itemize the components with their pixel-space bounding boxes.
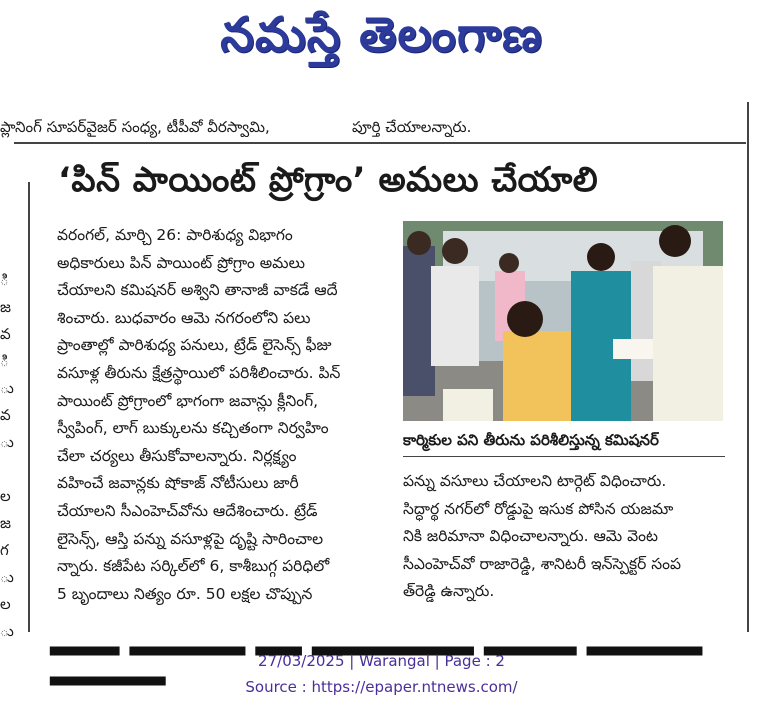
text-line: 5 బృందాలు నిత్యం రూ. 50 లక్షల చొప్పున — [57, 584, 313, 603]
partial-text-top-left: ప్లానింగ్ సూపర్‌వైజర్ సంధ్య, టీపీవో వీరస్వామి, — [0, 118, 270, 136]
text-line: పాయింట్ ప్రోగ్రాంలో భాగంగా జవాన్లు క్లీనింగ్, — [57, 391, 319, 410]
text-line: నికి జరిమానా విధించాలన్నారు. ఆమె వెంట — [403, 527, 658, 546]
photo-illustration — [403, 221, 723, 421]
text-line: ప్రాంతాల్లో పారిశుధ్య పనులు, ట్రేడ్ లైసెన్స్ ఫీజు — [57, 336, 332, 355]
caption-underline — [403, 456, 725, 457]
footer-date-edition: 27/03/2025 | Warangal | Page : 2 — [258, 652, 505, 670]
text-line: శించారు. బుధవారం ఆమె నగరంలోని పలు — [57, 308, 311, 327]
text-line: వరంగల్, మార్చి 26: పారిశుధ్య విభాగం — [57, 226, 293, 244]
divider-rule-top — [14, 142, 746, 144]
newspaper-logo-text: నమస్తే తెలంగాణ — [220, 7, 543, 63]
text-line: అధికారులు పిన్ పాయింట్ ప్రోగ్రాం అమలు — [57, 253, 305, 272]
text-line: సీఎంహెచ్‌వో రాజారెడ్డి, శానిటరీ ఇన్‌స్పెక్టర్ సంప — [403, 554, 681, 573]
photo-caption: కార్మికుల పని తీరును పరిశీలిస్తున్న కమిషనర్ — [403, 431, 659, 449]
divider-rule-left — [28, 182, 30, 632]
text-line: వసూళ్ల తీరును క్షేత్రస్థాయిలో పరిశీలించారు. పిన్ — [57, 363, 341, 382]
text-line: వహించే జవాన్లకు షోకాజ్ నోటీసులు జారీ — [57, 474, 299, 493]
footer — [0, 648, 763, 700]
partial-text-top-right: పూర్తి చేయాలన్నారు. — [352, 118, 472, 136]
clipped-left-column: ి జ వ ి ు వ ు ల జ గ ు ల ు — [0, 271, 14, 640]
text-line: సిద్ధార్థ నగర్‌లో రోడ్డుపై ఇసుక పోసిన యజమా — [403, 499, 674, 518]
article-body-right — [403, 468, 725, 606]
text-line: చేయాలని కమిషనర్ అశ్విని తానాజీ వాకడే ఆదే — [57, 281, 338, 300]
article-headline: ‘పిన్ పాయింట్ ప్రోగ్రాం’ అమలు చేయాలి — [58, 160, 599, 200]
masthead — [0, 0, 763, 82]
text-line: లైసెన్స్, ఆస్తి పన్ను వసూళ్లపై దృష్టి సారించాల — [57, 529, 324, 548]
text-line: త్‌రెడ్డి ఉన్నారు. — [403, 582, 495, 601]
text-line: స్వీపింగ్, లాగ్ బుక్కులను కచ్చితంగా నిర్వహిం — [57, 419, 329, 438]
article-photo — [403, 221, 723, 421]
next-article-headline-cut: ▂▂▂ ▂▂▂▂▂ ▂▂ ▂▂▂▂▂▂▂ ▂▂▂▂ ▂▂▂▂▂ ▂▂▂▂▂ — [50, 621, 703, 686]
text-line: న్నారు. కజీపేట సర్కిల్‌లో 6, కాశీబుగ్గ పరిధిలో — [57, 557, 330, 576]
article-body-left — [57, 222, 389, 608]
text-line: చేయాలని సీఎంహెచ్‌వోను ఆదేశించారు. ట్రేడ్ — [57, 501, 318, 520]
text-line: పన్ను వసూలు చేయాలని టార్గెట్ విధించారు. — [403, 472, 667, 490]
text-line: చేలా చర్యలు తీసుకోవాలన్నారు. నిర్లక్ష్యం — [57, 446, 297, 465]
divider-rule-right — [747, 102, 749, 632]
footer-source: Source : https://epaper.ntnews.com/ — [245, 678, 518, 696]
